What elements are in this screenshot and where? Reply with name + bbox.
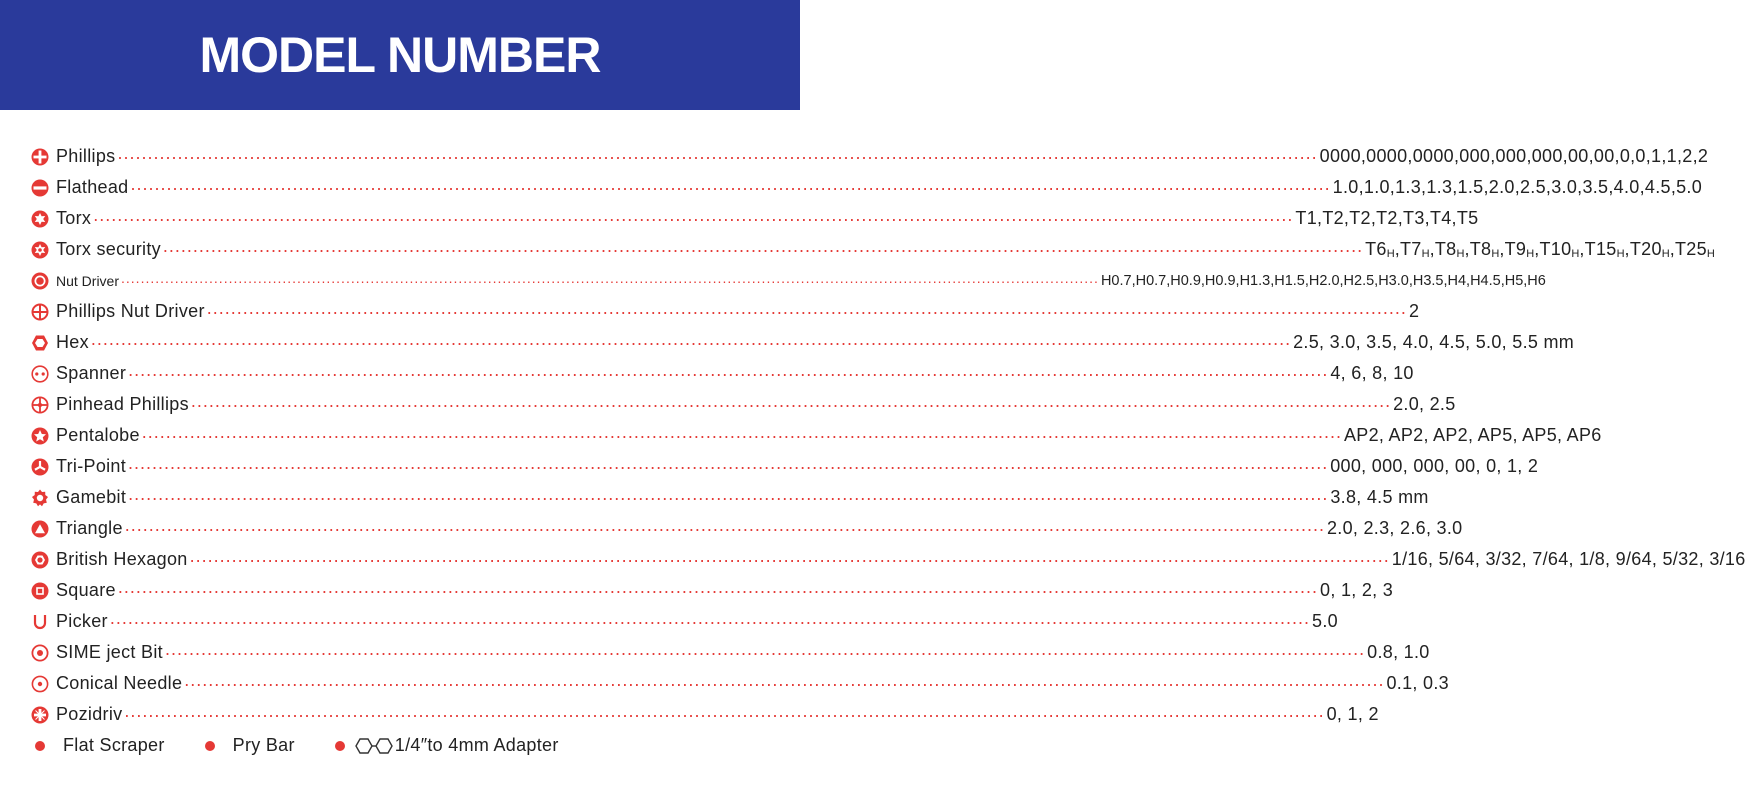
dot-leader: ........................................................................................................................................................................................................ (128, 453, 1329, 473)
value-suffix: H (1661, 248, 1670, 260)
dot-leader: ........................................................................................................................................................................................................ (128, 360, 1329, 380)
spec-row (30, 358, 1414, 389)
triangle-icon (30, 519, 50, 539)
pinhead-phillips-icon (30, 395, 50, 415)
footer-row (30, 730, 770, 761)
dot-leader: ........................................................................................................................................................................................................ (190, 391, 1392, 411)
value-suffix: H (1491, 248, 1500, 260)
sime-ject-bit-icon (30, 643, 50, 663)
british-hexagon-icon (30, 550, 50, 570)
spec-label: Spanner (56, 363, 127, 383)
dot-leader: ........................................................................................................................................................................................................ (130, 174, 1331, 194)
bullet-icon (335, 741, 345, 751)
dot-leader: ........................................................................................................................................................................................................ (162, 236, 1364, 256)
phillips-nut-driver-icon (30, 302, 50, 322)
pentalobe-icon (30, 426, 50, 446)
spec-label: Pentalobe (56, 425, 140, 445)
dot-leader: ........................................................................................................................................................................................................ (164, 639, 1366, 659)
bullet-icon (205, 741, 215, 751)
flat-scraper-item (30, 735, 165, 756)
spanner-icon (30, 364, 50, 384)
conical-needle-icon (30, 674, 50, 694)
spec-row (30, 234, 1715, 265)
spec-row (30, 327, 1575, 358)
value-suffix: H (1616, 248, 1625, 260)
model-number-list (30, 141, 1746, 761)
value-part: T6 (1365, 239, 1387, 259)
dot-leader: ........................................................................................................................................................................................................ (128, 484, 1329, 504)
dot-leader: ........................................................................................................................................................................................................ (90, 329, 1292, 349)
spec-row (30, 637, 1430, 668)
spec-value: 0.1, 0.3 (1386, 673, 1449, 693)
spec-value: 3.8, 4.5 mm (1330, 487, 1429, 507)
spec-value: 2.0, 2.3, 2.6, 3.0 (1326, 518, 1463, 538)
dot-leader: ........................................................................................................................................................................................................ (141, 422, 1342, 442)
spec-value: T1,T2,T2,T2,T3,T4,T5 (1295, 208, 1479, 228)
spec-value: 5.0 (1312, 611, 1338, 631)
spec-label: Hex (56, 332, 89, 352)
dot-leader: ........................................................................................................................................................................................................ (117, 577, 1319, 597)
spec-row (30, 668, 1449, 699)
spec-value (1365, 239, 1715, 260)
value-part: ,T8 (1464, 239, 1492, 259)
spec-value: 0, 1, 2 (1326, 704, 1379, 724)
phillips-icon (30, 147, 50, 167)
value-part: ,T9 (1499, 239, 1527, 259)
dot-leader: ........................................................................................................................................................................................................ (206, 298, 1407, 318)
spec-row (30, 141, 1709, 172)
spec-row (30, 606, 1338, 637)
value-part: ,T25 (1669, 239, 1707, 259)
value-part: ,T15 (1579, 239, 1617, 259)
spec-row (30, 482, 1429, 513)
spec-label: SIME ject Bit (56, 642, 163, 662)
spec-label: Tri-Point (56, 456, 127, 476)
spec-row (30, 296, 1420, 327)
dot-leader: ........................................................................................................................................................................................................ (189, 546, 1390, 566)
spec-value: 1.0,1.0,1.3,1.3,1.5,2.0,2.5,3.0,3.5,4.0,4.5,5.0 (1332, 177, 1703, 197)
picker-icon (30, 612, 50, 632)
dot-leader: ........................................................................................................................................................................................................ (124, 701, 1325, 721)
pry-bar-item (205, 735, 295, 756)
spec-label: Flathead (56, 177, 129, 197)
spec-label: Conical Needle (56, 673, 183, 693)
page-title: MODEL NUMBER (199, 27, 601, 83)
spec-value: 0.8, 1.0 (1367, 642, 1430, 662)
spec-label: Square (56, 580, 116, 600)
spec-label: Pinhead Phillips (56, 394, 189, 414)
adapter-label: 1/4″to 4mm Adapter (394, 735, 559, 755)
bullet-icon (35, 741, 45, 751)
spec-value: 4, 6, 8, 10 (1330, 363, 1414, 383)
hex-adapter-icon (355, 738, 393, 754)
spec-value: 2.0, 2.5 (1393, 394, 1456, 414)
spec-label: Pozidriv (56, 704, 123, 724)
value-suffix: H (1421, 248, 1430, 260)
pozidriv-icon (30, 705, 50, 725)
square-icon (30, 581, 50, 601)
dot-leader: ........................................................................................................................................................................................................ (93, 205, 1294, 225)
spec-value: 000, 000, 000, 00, 0, 1, 2 (1330, 456, 1539, 476)
dot-leader: ........................................................................................................................................................................................................ (109, 608, 1311, 628)
dot-leader: ........................................................................................................................................................................................................ (117, 143, 1318, 163)
value-part: ,T8 (1429, 239, 1457, 259)
spec-label: Picker (56, 611, 108, 631)
value-part: ,T10 (1534, 239, 1572, 259)
nut-driver-icon (30, 271, 50, 291)
header-banner (0, 0, 800, 110)
flathead-icon (30, 178, 50, 198)
spec-label: Phillips Nut Driver (56, 301, 205, 321)
spec-value: H0.7,H0.7,H0.9,H0.9,H1.3,H1.5,H2.0,H2.5,H3.0,H3.5,H4,H4.5,H5,H6 (1100, 272, 1546, 289)
value-suffix: H (1526, 248, 1535, 260)
spec-label: Torx security (56, 239, 161, 259)
spec-row (30, 389, 1456, 420)
spec-value: 2 (1408, 301, 1420, 321)
spec-row (30, 203, 1479, 234)
spec-row (30, 265, 1546, 296)
dot-leader: ........................................................................................................................................................................................................ (184, 670, 1385, 690)
spec-label: Nut Driver (56, 272, 120, 289)
gamebit-icon (30, 488, 50, 508)
torx-icon (30, 209, 50, 229)
spec-label: Phillips (56, 146, 116, 166)
dot-leader: ........................................................................................................................................................................................................ (124, 515, 1325, 535)
spec-value: AP2, AP2, AP2, AP5, AP5, AP6 (1343, 425, 1602, 445)
value-suffix: H (1571, 248, 1580, 260)
pry-bar-label: Pry Bar (232, 735, 295, 755)
value-part: ,T7 (1394, 239, 1422, 259)
spec-row (30, 451, 1539, 482)
spec-value: 0000,0000,0000,000,000,000,00,00,0,0,1,1,2,2 (1319, 146, 1709, 166)
spec-label: Gamebit (56, 487, 127, 507)
spec-row (30, 420, 1602, 451)
spec-row (30, 172, 1703, 203)
spec-row (30, 513, 1463, 544)
spec-row (30, 699, 1379, 730)
spec-value: 1/16, 5/64, 3/32, 7/64, 1/8, 9/64, 5/32, 3/16 (1391, 549, 1746, 569)
dot-leader: ........................................................................................................................................................................................................ (121, 269, 1099, 286)
value-part: ,T20 (1624, 239, 1662, 259)
spec-label: Torx (56, 208, 92, 228)
spec-label: British Hexagon (56, 549, 188, 569)
spec-value: 0, 1, 2, 3 (1320, 580, 1394, 600)
value-suffix: H (1386, 248, 1395, 260)
spec-row (30, 544, 1746, 575)
hex-icon (30, 333, 50, 353)
tri-point-icon (30, 457, 50, 477)
spec-label: Triangle (56, 518, 123, 538)
adapter-item (335, 735, 559, 756)
value-suffix: H (1456, 248, 1465, 260)
value-suffix: H (1706, 248, 1715, 260)
flat-scraper-label: Flat Scraper (63, 735, 165, 755)
torx-security-icon (30, 240, 50, 260)
spec-value: 2.5, 3.0, 3.5, 4.0, 4.5, 5.0, 5.5 mm (1293, 332, 1575, 352)
spec-row (30, 575, 1394, 606)
